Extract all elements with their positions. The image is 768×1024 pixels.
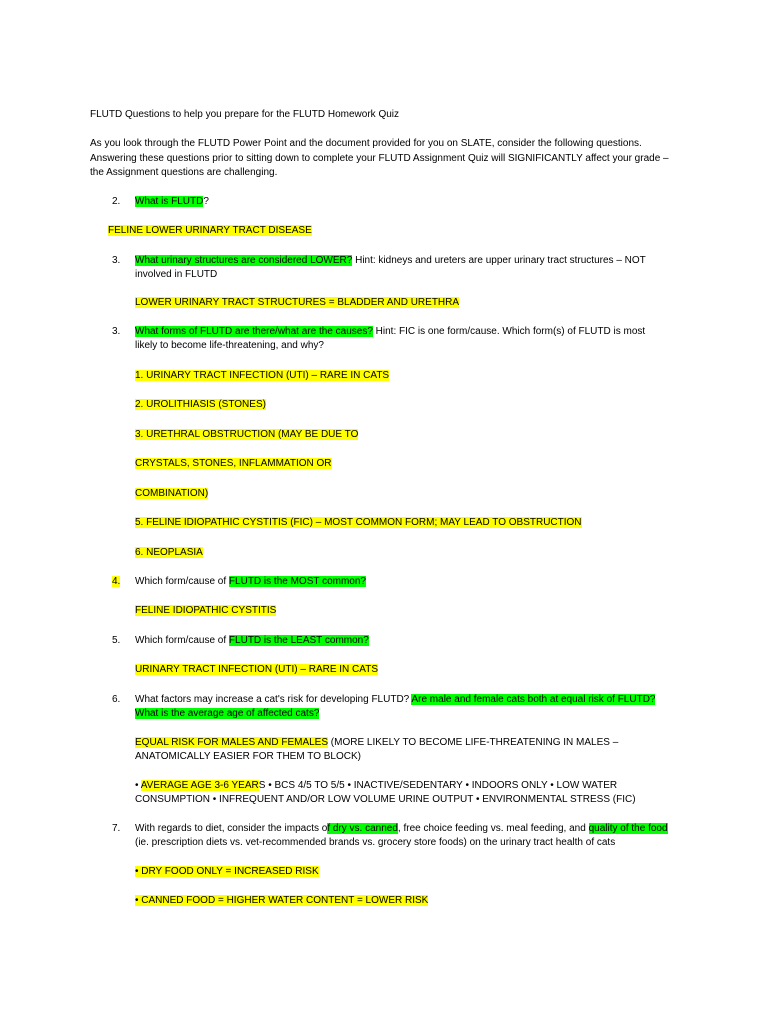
answer-3 <box>135 296 459 309</box>
question-number: 5. <box>112 635 121 646</box>
answer-6b: • AVERAGE AGE 3-6 YEARS • BCS 4/5 TO 5/5 • INACTIVE/SEDENTARY • INDOORS ONLY • LOW WATER <box>135 780 618 791</box>
answer-item <box>135 894 428 907</box>
highlight-yellow: COMBINATION) <box>135 488 209 499</box>
question-3b-line-2: likely to become life-threatening, and why? <box>135 340 324 351</box>
intro-line-1: As you look through the FLUTD Power Point and the document provided for you on SLATE, consider the following questions. <box>90 138 642 149</box>
answer-item <box>135 487 208 500</box>
intro-line-2: Answering these questions prior to sitting down to complete your FLUTD Assignment Quiz will SIGNIFICANTLY affect your grade – <box>90 153 669 164</box>
question-5: Which form/cause of FLUTD is the LEAST common? <box>135 635 369 646</box>
question-3b: What forms of FLUTD are there/what are the causes? Hint: FIC is one form/cause. Which form(s) of FLUTD is most <box>135 326 646 337</box>
highlight-yellow: 2. UROLITHIASIS (STONES) <box>135 399 266 410</box>
answer-item <box>135 865 319 878</box>
highlight-green: FLUTD is the MOST common? <box>228 576 366 587</box>
question-7-line-2: (ie. prescription diets vs. vet-recommended brands vs. grocery store foods) on the urinary tract health of cats <box>135 837 616 848</box>
answer-item <box>135 428 358 441</box>
highlight-yellow: AVERAGE AGE 3-6 YEAR <box>140 780 259 791</box>
answer-2 <box>108 224 312 237</box>
highlight-yellow: 5. FELINE IDIOPATHIC CYSTITIS (FIC) – MOST COMMON FORM; MAY LEAD TO OBSTRUCTION <box>135 517 582 528</box>
question-number: 7. <box>112 823 121 834</box>
highlight-green: f dry vs. canned <box>327 823 398 834</box>
highlight-green: FLUTD is the LEAST common? <box>228 635 369 646</box>
highlight-green: What urinary structures are considered LOWER? <box>135 255 353 266</box>
highlight-yellow: FELINE IDIOPATHIC CYSTITIS <box>135 605 277 616</box>
question-number: 3. <box>112 326 121 337</box>
highlight-yellow: LOWER URINARY TRACT STRUCTURES = BLADDER AND URETHRA <box>135 297 460 308</box>
highlight-yellow: • CANNED FOOD = HIGHER WATER CONTENT = LOWER RISK <box>135 895 429 906</box>
highlight-yellow: 1. URINARY TRACT INFECTION (UTI) – RARE IN CATS <box>135 370 390 381</box>
question-4: Which form/cause of FLUTD is the MOST common? <box>135 576 366 587</box>
question-number: 4. <box>112 576 121 587</box>
answer-item <box>135 369 389 382</box>
answer-item <box>135 516 582 529</box>
highlight-yellow: • DRY FOOD ONLY = INCREASED RISK <box>135 866 319 877</box>
answer-5 <box>135 663 378 676</box>
intro-line-3: the Assignment questions are challenging. <box>90 167 278 178</box>
highlight-yellow: 6. NEOPLASIA <box>135 547 203 558</box>
highlight-green: quality of the food <box>588 823 668 834</box>
highlight-yellow: 3. URETHRAL OBSTRUCTION (MAY BE DUE TO <box>135 429 359 440</box>
highlight-yellow: FELINE LOWER URINARY TRACT DISEASE <box>108 225 312 236</box>
document-title: FLUTD Questions to help you prepare for the FLUTD Homework Quiz <box>90 109 400 120</box>
highlight-green: What is the average age of affected cats? <box>135 708 320 719</box>
highlight-yellow: CRYSTALS, STONES, INFLAMMATION OR <box>135 458 332 469</box>
question-2: What is FLUTD? <box>135 196 209 207</box>
answer-6a: EQUAL RISK FOR MALES AND FEMALES (MORE LIKELY TO BECOME LIFE-THREATENING IN MALES – <box>135 737 619 748</box>
question-6: What factors may increase a cat's risk for developing FLUTD? Are male and female cats both at equal risk of FLUTD? <box>135 694 656 705</box>
question-number: 6. <box>112 694 121 705</box>
highlight-green: What forms of FLUTD are there/what are the causes? <box>135 326 373 337</box>
answer-6a-line-2: ANATOMICALLY EASIER FOR THEM TO BLOCK) <box>135 751 361 762</box>
highlight-green: Are male and female cats both at equal risk of FLUTD? <box>411 694 656 705</box>
answer-item <box>135 457 332 470</box>
question-3-line-2: involved in FLUTD <box>135 269 218 280</box>
answer-6b-line-2: CONSUMPTION • INFREQUENT AND/OR LOW VOLUME URINE OUTPUT • ENVIRONMENTAL STRESS (FIC) <box>135 794 636 805</box>
highlight-yellow: EQUAL RISK FOR MALES AND FEMALES <box>135 737 329 748</box>
question-7: With regards to diet, consider the impacts of dry vs. canned, free choice feeding vs. meal feeding, and quality of the food <box>135 823 668 834</box>
answer-item <box>135 398 266 411</box>
question-number: 3. <box>112 255 121 266</box>
answer-item <box>135 546 203 559</box>
question-number: 2. <box>112 196 121 207</box>
highlight-green: What is FLUTD <box>135 196 204 207</box>
question-6-line-2 <box>135 707 319 720</box>
question-3: What urinary structures are considered LOWER? Hint: kidneys and ureters are upper urinary tract structures – NOT <box>135 255 646 266</box>
answer-4 <box>135 604 276 617</box>
highlight-yellow: URINARY TRACT INFECTION (UTI) – RARE IN CATS <box>135 664 378 675</box>
